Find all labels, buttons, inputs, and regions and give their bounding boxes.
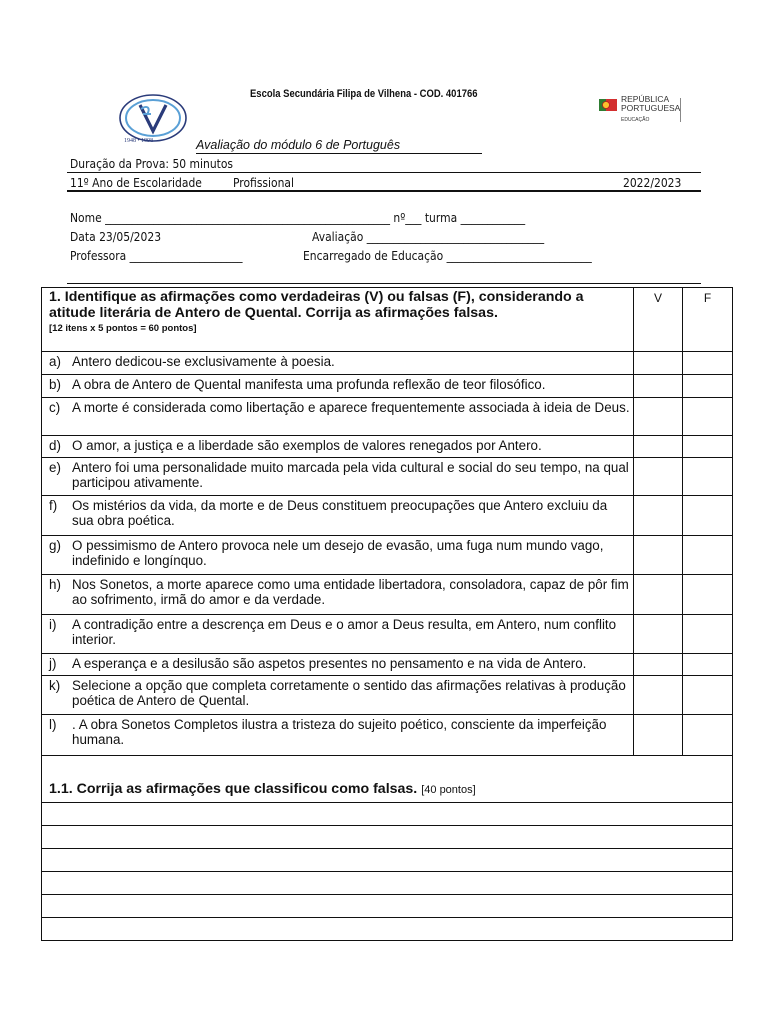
statement-text: Antero dedicou-se exclusivamente à poesia. [72,354,335,369]
statement-cell [42,536,634,575]
guardian-field[interactable]: Encarregado de Educação ___________________________ [303,248,592,263]
question-1-title: 1. Identifique as afirmações como verdadeiras (V) ou falsas (F), considerando a atitude literária de Antero de Quental. Corrija as afirmações falsas. [49,289,584,321]
republic-label [621,95,680,113]
question-1-1-title: 1.1. Corrija as afirmações que classificou como falsas. [49,781,418,797]
table-row [42,536,733,575]
answer-true-cell[interactable] [634,615,683,654]
question-1-points: [12 itens x 5 pontos = 60 pontos] [49,323,197,334]
statement-cell [42,575,634,615]
statement-cell [42,676,634,715]
answer-true-cell[interactable] [634,654,683,676]
title-underline [196,153,482,154]
answer-line-cell[interactable] [42,872,733,895]
statement-text: Os mistérios da vida, da morte e de Deus constituem preocupações que Antero excluiu da sua obra poética. [72,498,608,528]
answer-true-cell[interactable] [634,398,683,436]
answer-line[interactable] [42,826,733,849]
statement-label: l) [49,717,57,732]
question-table [41,287,733,941]
statement-text: A esperança e a desilusão são aspetos presentes no pensamento e na vida de Antero. [72,656,587,671]
answer-line-cell[interactable] [42,895,733,918]
question-1-1-points: [40 pontos] [421,784,476,796]
statement-label: f) [49,498,58,513]
answer-false-cell[interactable] [683,458,733,496]
question-1-heading [42,288,634,352]
statement-text: Nos Sonetos, a morte aparece como uma entidade libertadora, consoladora, capaz de pôr fim ao sofrimento, irmã do amor e da verdade. [72,577,629,607]
table-row [42,458,733,496]
answer-true-cell[interactable] [634,436,683,458]
statement-cell [42,715,634,756]
answer-line-cell[interactable] [42,826,733,849]
table-row [42,715,733,756]
answer-true-cell[interactable] [634,676,683,715]
exam-duration: Duração da Prova: 50 minutos [70,156,234,171]
table-row [42,375,733,398]
statement-text: A morte é considerada como libertação e aparece frequentemente associada à ideia de Deus. [72,400,630,415]
statement-label: k) [49,678,61,693]
statement-cell [42,496,634,536]
answer-line-cell[interactable] [42,918,733,941]
republic-divider [680,98,681,122]
answer-false-cell[interactable] [683,676,733,715]
answer-false-cell[interactable] [683,436,733,458]
statement-cell [42,615,634,654]
statement-label: e) [49,460,61,475]
answer-false-cell[interactable] [683,352,733,375]
table-row [42,496,733,536]
school-year: 2022/2023 [623,175,682,190]
answer-true-cell[interactable] [634,575,683,615]
statement-label: a) [49,354,61,369]
question-header-row [42,288,733,352]
header-rule-1 [67,172,701,173]
column-true-header: V [634,288,683,352]
answer-false-cell[interactable] [683,496,733,536]
statement-text: A obra de Antero de Quental manifesta uma profunda reflexão de teor filosófico. [72,377,546,392]
school-name: Escola Secundária Filipa de Vilhena - COD. 401766 [250,88,478,100]
answer-line[interactable] [42,895,733,918]
name-field[interactable]: Nome _____________________________________________________ nº___ turma ____________ [70,210,526,225]
statement-text: O amor, a justiça e a liberdade são exemplos de valores renegados por Antero. [72,438,542,453]
statement-cell [42,398,634,436]
answer-true-cell[interactable] [634,496,683,536]
republic-line-2: PORTUGUESA [621,103,681,113]
statement-text: . A obra Sonetos Completos ilustra a tristeza do sujeito poético, consciente da imperfeição humana. [72,717,607,747]
correction-heading-row [42,756,733,803]
answer-false-cell[interactable] [683,536,733,575]
answer-line[interactable] [42,849,733,872]
statement-label: b) [49,377,61,392]
table-row [42,436,733,458]
statement-text: Selecione a opção que completa corretamente o sentido das afirmações relativas à produção poética de Antero de Quental. [72,678,626,708]
statement-text: Antero foi uma personalidade muito marcada pela vida cultural e social do seu tempo, na qual participou ativamente. [72,460,629,490]
answer-false-cell[interactable] [683,575,733,615]
answer-false-cell[interactable] [683,375,733,398]
header-rule-2 [67,190,701,192]
statement-cell [42,375,634,398]
table-row [42,398,733,436]
table-row [42,676,733,715]
evaluation-field[interactable]: Avaliação _________________________________ [312,229,545,244]
table-row [42,615,733,654]
exam-title: Avaliação do módulo 6 de Português [196,138,401,152]
statement-cell [42,352,634,375]
answer-line[interactable] [42,918,733,941]
answer-false-cell[interactable] [683,715,733,756]
republic-subtitle: EDUCAÇÃO [621,117,650,123]
answer-line[interactable] [42,803,733,826]
column-false-header: F [683,288,733,352]
statement-label: h) [49,577,61,592]
statement-cell [42,654,634,676]
statement-cell [42,436,634,458]
answer-line[interactable] [42,872,733,895]
answer-true-cell[interactable] [634,715,683,756]
answer-false-cell[interactable] [683,615,733,654]
logo-years: 1948 • 1998 [124,138,154,144]
course-type: Profissional [233,175,294,190]
answer-line-cell[interactable] [42,849,733,872]
statement-label: c) [49,400,61,415]
answer-true-cell[interactable] [634,352,683,375]
answer-line-cell[interactable] [42,803,733,826]
answer-false-cell[interactable] [683,398,733,436]
table-row [42,352,733,375]
date-field: Data 23/05/2023 [70,229,162,244]
statement-label: i) [49,617,57,632]
statement-label: d) [49,438,61,453]
statement-cell [42,458,634,496]
answer-false-cell[interactable] [683,654,733,676]
year-level: 11º Ano de Escolaridade [70,175,202,190]
table-row [42,654,733,676]
answer-true-cell[interactable] [634,458,683,496]
statement-text: A contradição entre a descrença em Deus e o amor a Deus resulta, em Antero, num conflito interior. [72,617,617,647]
statement-label: g) [49,538,61,553]
statement-text: O pessimismo de Antero provoca nele um desejo de evasão, uma fuga num mundo vago, indefinido e longínquo. [72,538,604,568]
question-1-1-heading [42,756,733,803]
answer-true-cell[interactable] [634,375,683,398]
table-row [42,575,733,615]
statement-label: j) [49,656,57,671]
portugal-flag-icon [599,97,617,113]
republic-line-1: REPÚBLICA [621,94,670,104]
form-rule [67,283,701,284]
teacher-field[interactable]: Professora _____________________ [70,248,243,263]
answer-true-cell[interactable] [634,536,683,575]
